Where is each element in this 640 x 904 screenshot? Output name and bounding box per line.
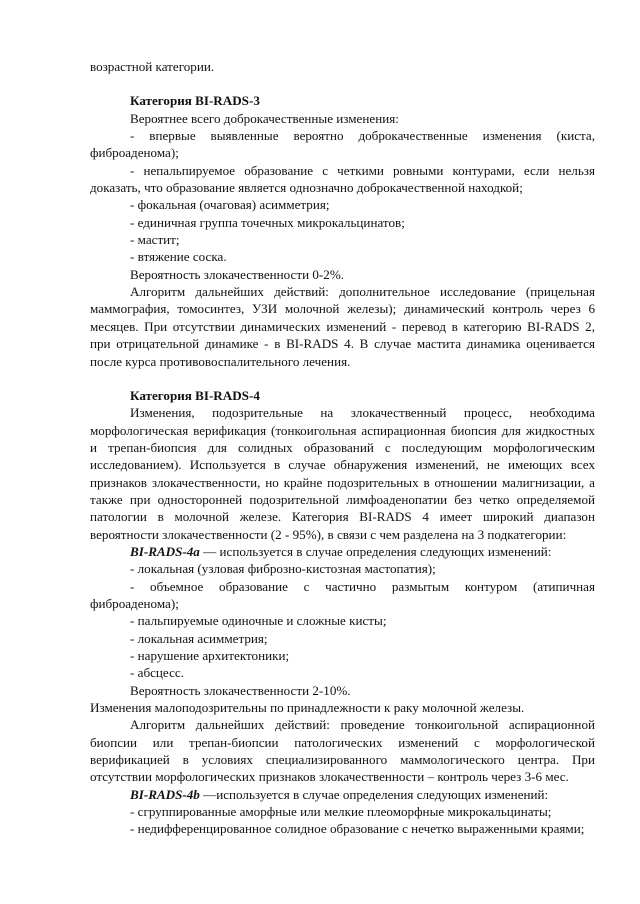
cat4b-text: —используется в случае определения следующих изменений: — [199, 786, 549, 802]
cat3-item: - впервые выявленные вероятно доброкачественные изменения (киста, фиброаденома); — [90, 128, 595, 161]
cat4b-label: BI-RADS-4b — [130, 786, 200, 802]
cat3-lead: Вероятнее всего доброкачественные изменения: — [130, 110, 399, 126]
cat4b-intro — [90, 786, 595, 803]
cat3-item: - втяжение соска. — [130, 249, 227, 265]
intro-text: возрастной категории. — [90, 59, 215, 74]
cat4a-item: - объемное образование с частично размытым контуром (атипичная фиброаденома); — [90, 578, 595, 611]
cat4a-item: - локальная (узловая фиброзно-кистозная мастопатия); — [130, 561, 436, 577]
cat4a-probability: Вероятность злокачественности 2-10%. — [130, 682, 351, 698]
cat4a-label: BI-RADS-4a — [130, 543, 200, 559]
spacer — [90, 75, 595, 92]
cat4a-note: Изменения малоподозрительны по принадлежности к раку молочной железы. — [90, 700, 525, 716]
cat4a-intro — [90, 543, 595, 560]
document-page — [90, 58, 595, 838]
cat3-probability: Вероятность злокачественности 0-2%. — [130, 266, 345, 282]
cat4a-item: - абсцесс. — [130, 665, 184, 681]
cat4b-item: - недифференцированное солидное образование с нечетко выраженными краями; — [130, 821, 585, 837]
cat3-heading: Категория BI-RADS-3 — [130, 93, 260, 109]
cat4-lead: Изменения, подозрительные на злокачественный процесс, необходима морфологическая верификация (тонкоигольная аспирационная биопсия для жидкостных и трепан-биопсия для солидных образований с последующим морфологическим исследованием). Используется в случае обнаружения изменений, не имеющих всех признаков злокачественности, но крайне подозрительных в отношении малигнизации, а также при односторонней подозрительной лимфоаденопатии без четко определяемой патологии в молочной железе. Категория BI-RADS 4 имеет широкий диапазон вероятности злокачественности (2 - 95%), в связи с чем разделена на 3 подкатегории: — [90, 405, 595, 542]
cat3-algorithm: Алгоритм дальнейших действий: дополнительное исследование (прицельная маммография, томосинтез, УЗИ молочной железы); динамический контроль через 6 месяцев. При отсутствии динамических изменений - перевод в категорию BI-RADS 2, при отрицательной динамике - в BI-RADS 4. В случае мастита динамика оценивается после курса противовоспалительного лечения. — [90, 284, 595, 369]
spacer — [90, 370, 595, 387]
cat4a-item: - локальная асимметрия; — [130, 630, 268, 646]
cat4a-algorithm: Алгоритм дальнейших действий: проведение тонкоигольной аспирационной биопсии или трепан-биопсии патологических изменений с морфологической верификацией в условиях специализированного маммологического центра. При отсутствии морфологических признаков злокачественности – контроль через 3-6 мес. — [90, 717, 595, 785]
cat3-item: - непальпируемое образование с четкими ровными контурами, если нельзя доказать, что образование является однозначно доброкачественной находкой; — [90, 162, 595, 196]
cat4a-item: - нарушение архитектоники; — [130, 648, 290, 663]
cat3-item: - единичная группа точечных микрокальцинатов; — [130, 214, 405, 230]
cat3-item: - фокальная (очаговая) асимметрия; — [130, 197, 330, 213]
cat4a-text: — используется в случае определения следующих изменений: — [199, 543, 552, 559]
cat4-heading: Категория BI-RADS-4 — [130, 387, 260, 403]
cat4b-item: - сгруппированные аморфные или мелкие плеоморфные микрокальцинаты; — [130, 804, 552, 820]
cat4a-item: - пальпируемые одиночные и сложные кисты; — [130, 613, 387, 629]
cat3-item: - мастит; — [130, 232, 180, 248]
